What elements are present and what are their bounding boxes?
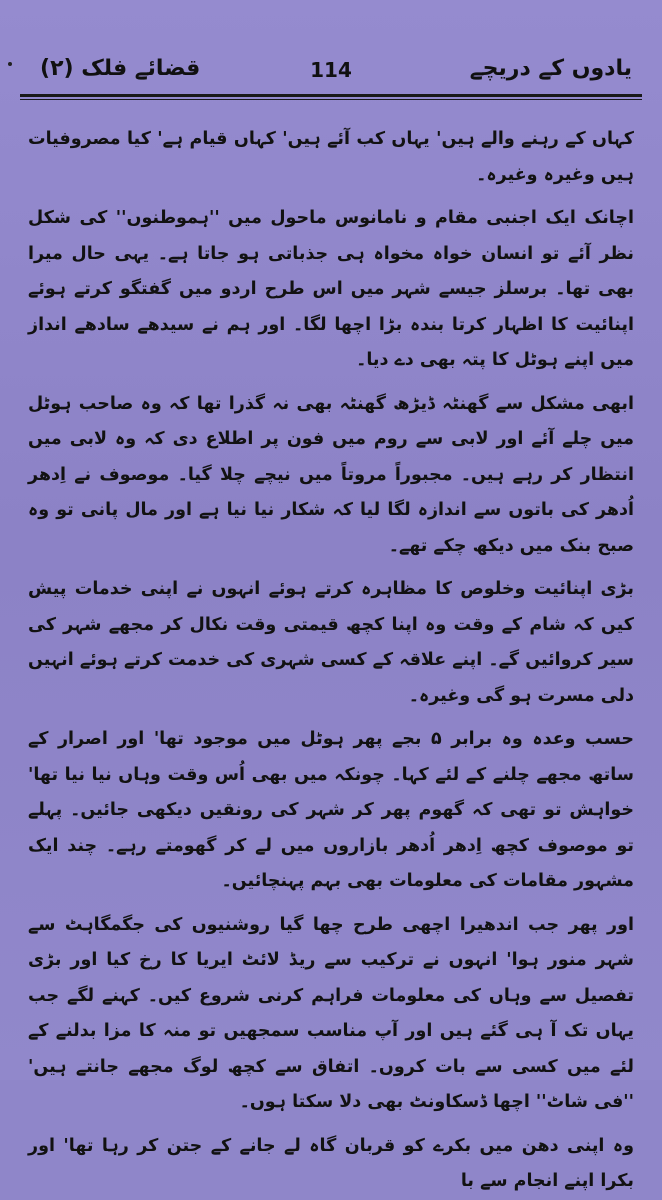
- body-text: [28, 122, 634, 1200]
- header-rule: [20, 94, 642, 100]
- page-header: [20, 56, 642, 96]
- paragraph: اچانک ایک اجنبی مقام و نامانوس ماحول میں ''ہموطنوں'' کی شکل نظر آئے تو انسان خواہ مخواہ ہی جذباتی ہو جاتا ہے۔ یہی حال میرا بھی تھا۔ برسلز جیسے شہر میں اس طرح اردو میں گفتگو کرتے ہوئے اپنائیت کا اظہار کرتا بندہ بڑا اچھا لگا۔ اور ہم نے سیدھے سادھے انداز میں اپنے ہوٹل کا پتہ بھی دے دیا۔: [28, 208, 634, 370]
- paragraph: کہاں کے رہنے والے ہیں' یہاں کب آئے ہیں' کہاں قیام ہے' کیا مصروفیات ہیں وغیرہ وغیرہ۔: [28, 129, 634, 185]
- page-number: 114: [310, 58, 352, 82]
- paragraph: وہ اپنی دھن میں بکرے کو قربان گاہ لے جانے کے جتن کر رہا تھا' اور بکرا اپنے انجام سے با: [28, 1135, 634, 1191]
- paragraph: بڑی اپنائیت وخلوص کا مظاہرہ کرتے ہوئے انہوں نے اپنی خدمات پیش کیں کہ شام کے وقت وہ اپنا کچھ قیمتی وقت نکال کر مجھے شہر کی سیر کروائیں گے۔ اپنے علاقہ کے کسی شہری کی خدمت کرتے ہوئے انہیں دلی مسرت ہو گی وغیرہ۔: [28, 579, 634, 706]
- book-title: یادوں کے دریچے: [469, 56, 632, 81]
- chapter-title: قضائے فلک (۲): [40, 56, 201, 81]
- paragraph: ابھی مشکل سے گھنٹہ ڈیڑھ گھنٹہ بھی نہ گذرا تھا کہ وہ صاحب ہوٹل میں چلے آئے اور لابی سے روم میں فون پر اطلاع دی کہ وہ لابی میں انتظار کر رہے ہیں۔ مجبوراً مروتاً میں نیچے چلا گیا۔ موصوف نے اِدھر اُدھر کی باتوں سے اندازہ لگا لیا کہ شکار نیا نیا ہے اور مال پانی تو وہ صبح بنک میں دیکھ چکے تھے۔: [28, 393, 634, 556]
- paragraph: حسب وعدہ وہ برابر ۵ بجے پھر ہوٹل میں موجود تھا' اور اصرار کے ساتھ مجھے چلنے کے لئے کہا۔ چونکہ میں بھی اُس وقت وہاں نیا نیا تھا' خواہش تو تھی کہ گھوم پھر کر شہر کی رونقیں دیکھی جائیں۔ پہلے تو موصوف کچھ اِدھر اُدھر بازاروں میں لے کر گھومتے رہے۔ چند ایک مشہور مقامات کی معلومات بھی بہم پہنچائیں۔: [28, 729, 634, 891]
- edge-mark: [8, 62, 12, 66]
- paragraph: اور پھر جب اندھیرا اچھی طرح چھا گیا روشنیوں کی جگمگاہٹ سے شہر منور ہوا' انہوں نے ترکیب سے ریڈ لائٹ ایریا کا رخ کیا اور بڑی تفصیل سے وہاں کی معلومات فراہم کرنی شروع کیں۔ کہنے لگے جب یہاں تک آ ہی گئے ہیں اور آپ مناسب سمجھیں تو منہ کا مزا بدلنے کے لئے میں کسی سے بات کروں۔ اتفاق سے کچھ لوگ مجھے جانتے ہیں' ''فی شاٹ'' اچھا ڈسکاونٹ بھی دلا سکتا ہوں۔: [28, 914, 634, 1112]
